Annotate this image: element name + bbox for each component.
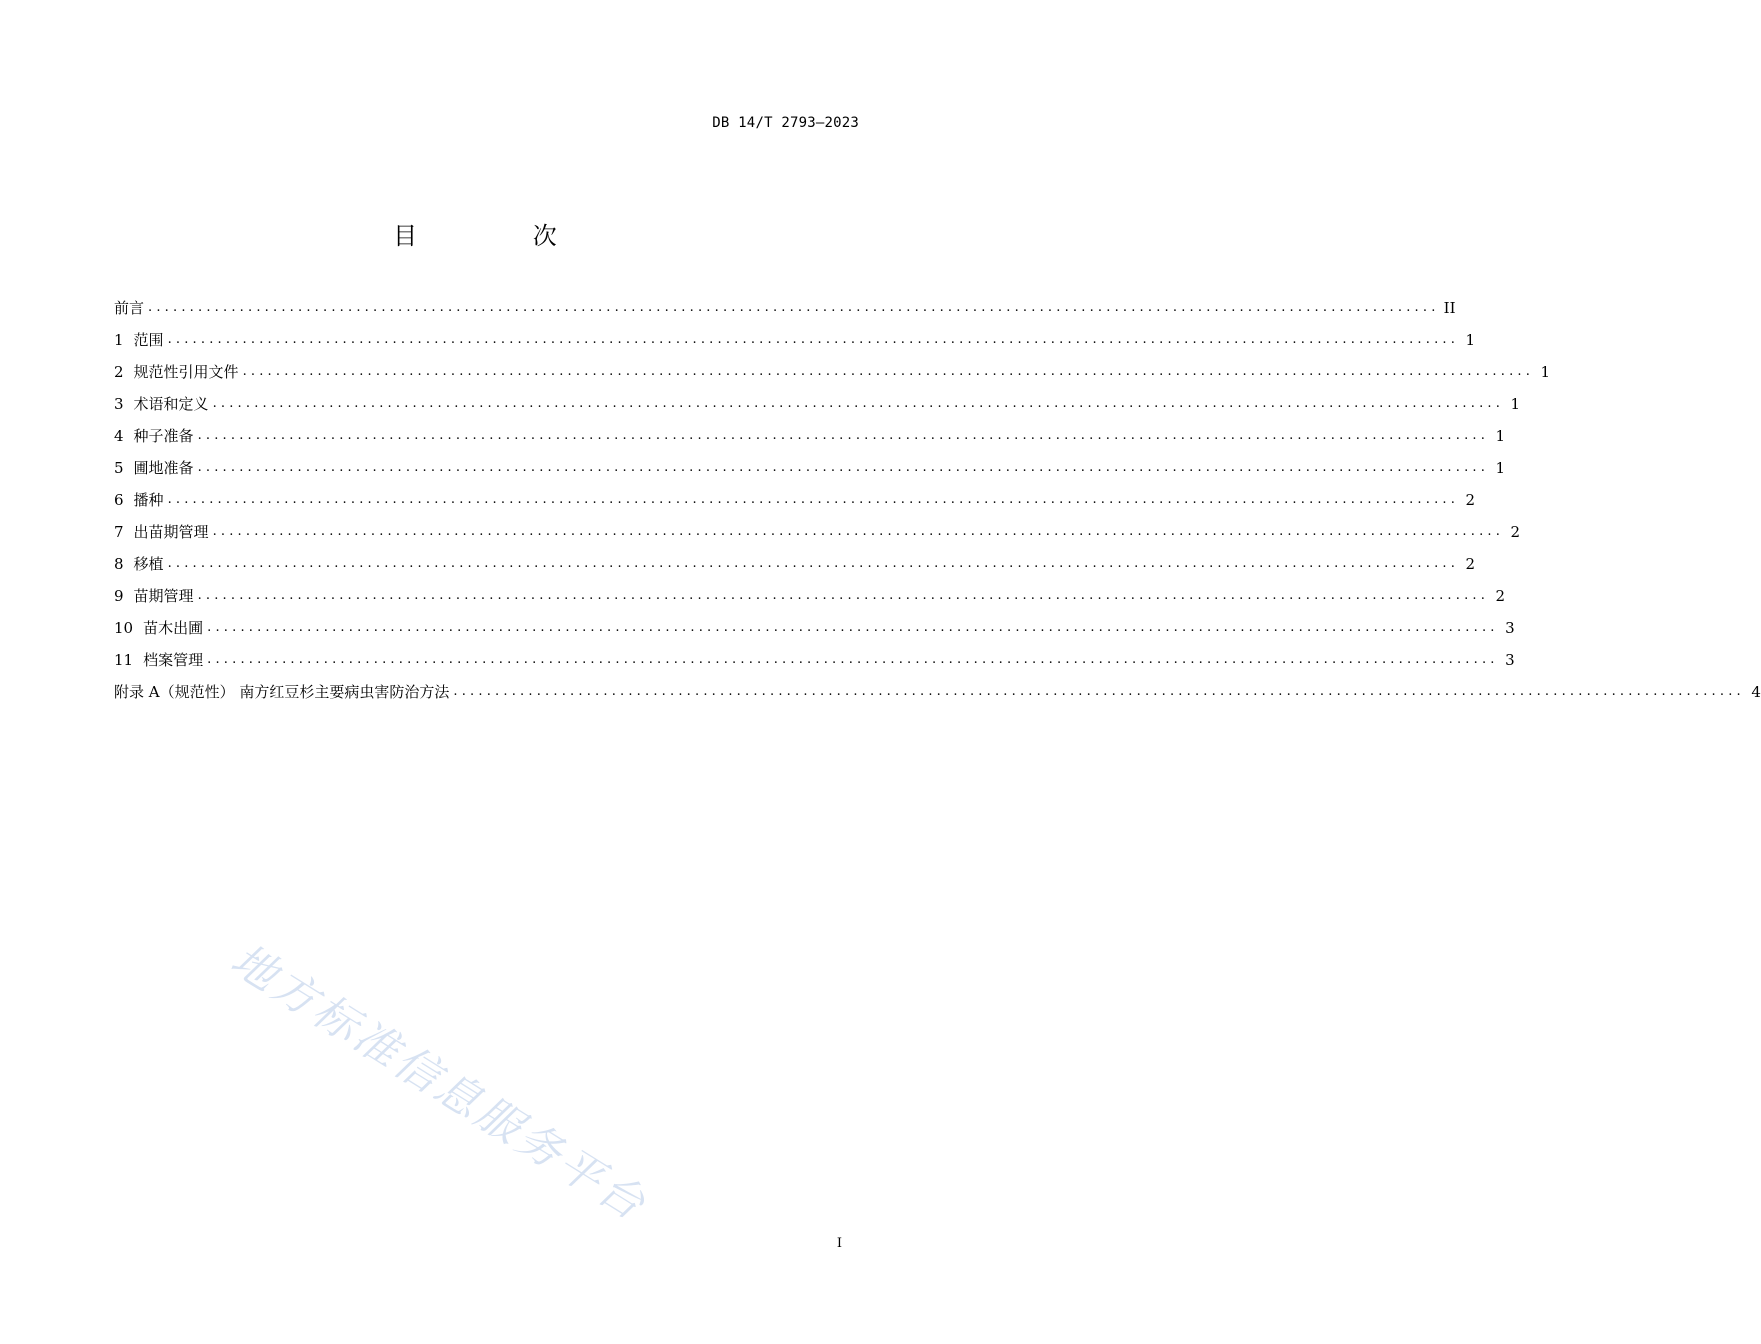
toc-item-page: 1 [1495,459,1506,477]
toc-item-records-management[interactable] [114,639,1515,671]
toc-leader-dots: ........................................................................................................................................................... [197,428,1490,443]
toc-item-seedling-management[interactable] [114,575,1506,607]
toc-item-normative-references[interactable] [114,351,1551,383]
toc-item-page: II [1443,299,1456,317]
toc-item-sowing[interactable] [114,479,1476,511]
toc-item-number: 1 [114,331,124,349]
toc-item-label: 苗木出圃 [143,619,204,637]
toc-item-emergence-management[interactable] [114,511,1521,543]
toc-item-number: 8 [114,555,124,573]
table-of-contents [114,287,1761,703]
toc-leader-dots: ........................................................................................................................................................... [197,588,1490,603]
toc-item-page: 1 [1540,363,1551,381]
toc-item-terms[interactable] [114,383,1521,415]
toc-item-number: 4 [114,427,124,445]
toc-item-label: 附录 A（规范性） 南方红豆杉主要病虫害防治方法 [114,683,450,701]
toc-item-label: 种子准备 [133,427,194,445]
toc-leader-dots: ........................................................................................................................................................... [207,620,1499,635]
page-number: I [836,1236,842,1251]
toc-item-page: 2 [1510,523,1521,541]
toc-leader-dots: ........................................................................................................................................................... [167,556,1460,571]
toc-item-label: 苗期管理 [133,587,194,605]
toc-item-page: 2 [1465,491,1476,509]
toc-leader-dots: ........................................................................................................................................................... [197,460,1490,475]
toc-leader-dots: ........................................................................................................................................................... [212,524,1505,539]
toc-item-scope[interactable] [114,319,1476,351]
toc-item-label: 圃地准备 [133,459,194,477]
watermark-text: 地方标准信息服务平台 [222,934,657,1232]
toc-item-label: 档案管理 [143,651,204,669]
toc-item-number: 5 [114,459,124,477]
toc-item-nursery-preparation[interactable] [114,447,1506,479]
toc-item-label: 前言 [114,299,145,317]
toc-item-label: 规范性引用文件 [133,363,239,381]
toc-item-label: 术语和定义 [133,395,209,413]
toc-item-label: 播种 [133,491,164,509]
toc-item-seed-preparation[interactable] [114,415,1506,447]
toc-item-preface[interactable] [114,287,1456,319]
toc-item-page: 3 [1505,651,1515,669]
toc-item-label: 范围 [133,331,164,349]
toc-leader-dots: ........................................................................................................................................................... [212,396,1505,411]
toc-item-nursery-outplanting[interactable] [114,607,1515,639]
toc-item-number: 7 [114,523,124,541]
document-code: DB 14/T 2793—2023 [712,115,859,131]
toc-item-page: 4 [1751,683,1761,701]
toc-item-number: 6 [114,491,124,509]
toc-leader-dots: ........................................................................................................................................................... [148,300,1440,315]
toc-leader-dots: ........................................................................................................................................................... [207,652,1499,667]
toc-item-number: 10 [114,619,134,637]
toc-item-page: 1 [1465,331,1476,349]
toc-item-label: 出苗期管理 [133,523,209,541]
toc-item-page: 2 [1495,587,1506,605]
toc-leader-dots: ........................................................................................................................................................... [242,364,1535,379]
page-title: 目 次 [393,222,611,251]
toc-leader-dots: ........................................................................................................................................................... [167,332,1460,347]
toc-item-number: 2 [114,363,124,381]
toc-item-page: 1 [1495,427,1506,445]
toc-item-page: 1 [1510,395,1521,413]
toc-item-number: 9 [114,587,124,605]
toc-item-page: 3 [1505,619,1515,637]
toc-item-transplanting[interactable] [114,543,1476,575]
toc-item-number: 11 [114,651,134,669]
toc-leader-dots: ........................................................................................................................................................... [167,492,1460,507]
toc-leader-dots: ........................................................................................................................................................... [453,684,1745,699]
toc-item-page: 2 [1465,555,1476,573]
toc-item-number: 3 [114,395,124,413]
toc-item-label: 移植 [133,555,164,573]
toc-item-appendix-a[interactable] [114,671,1761,703]
